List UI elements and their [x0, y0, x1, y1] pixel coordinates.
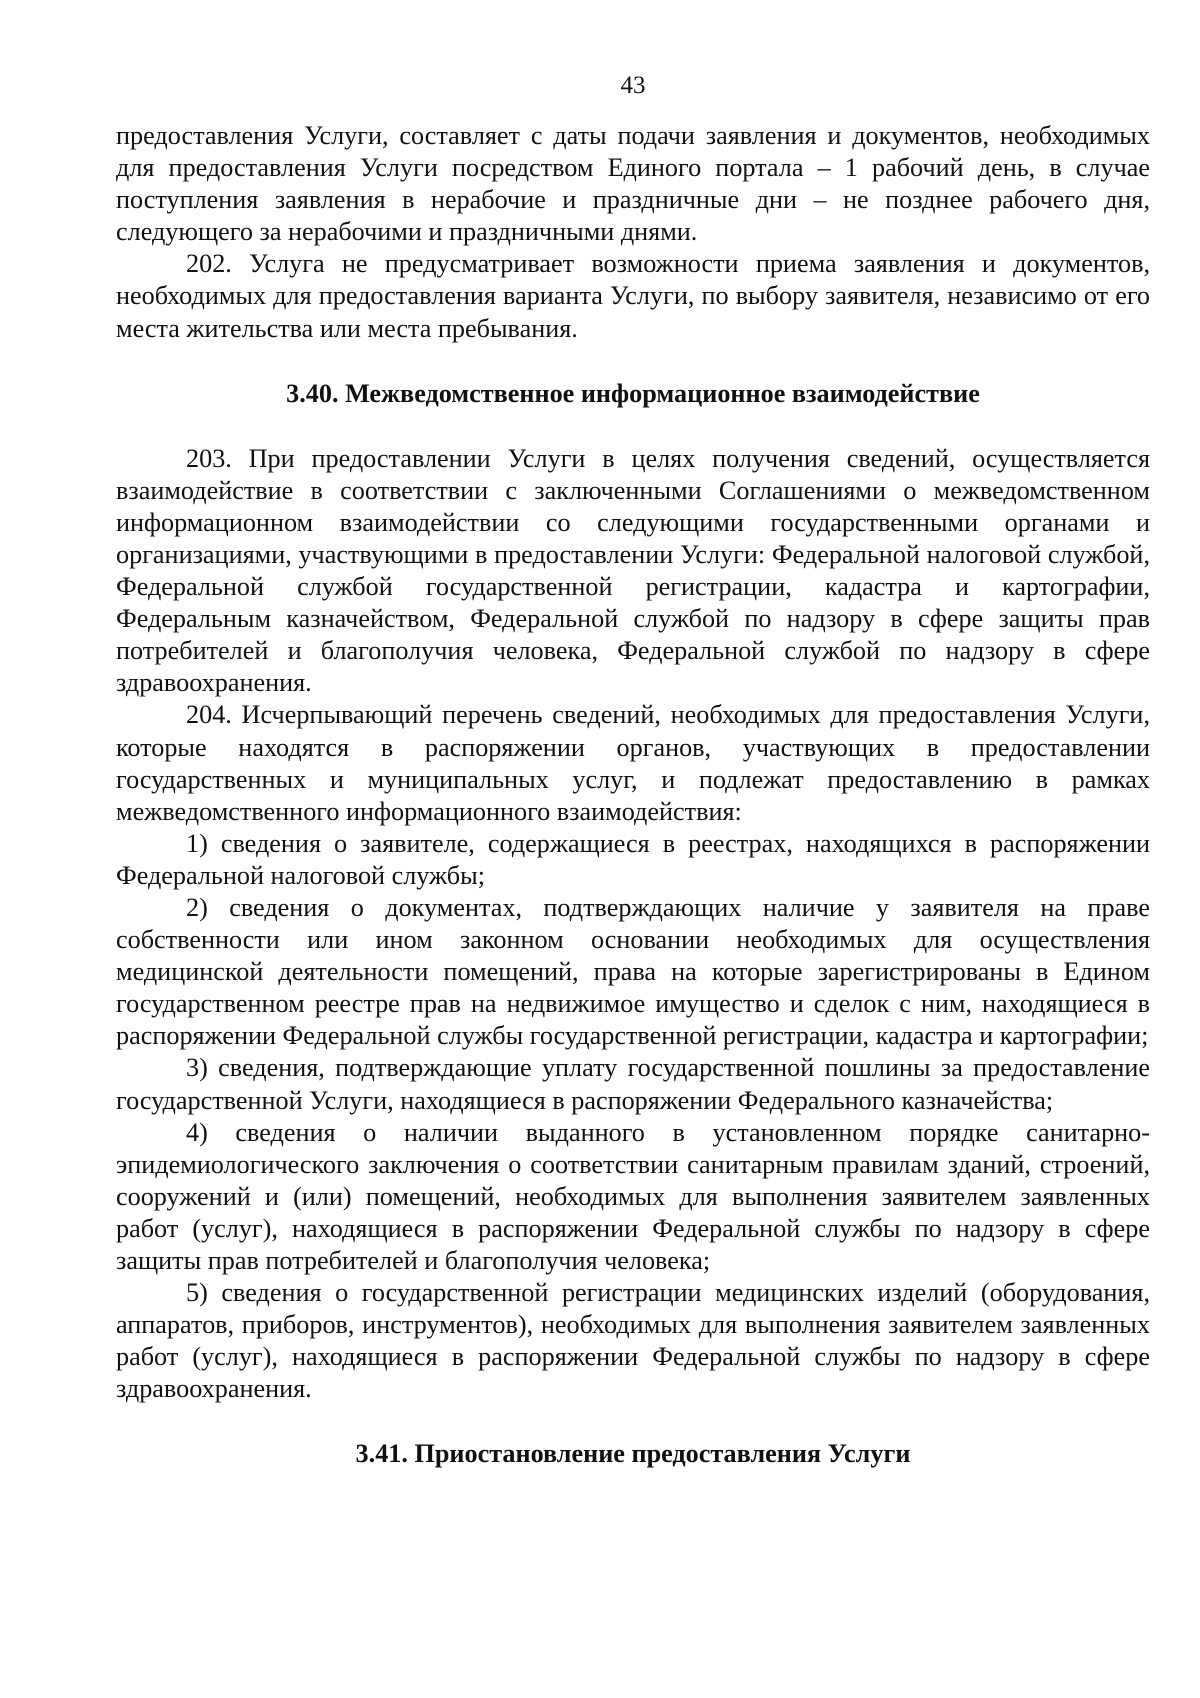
- list-item-5: 5) сведения о государственной регистрации медицинских изделий (оборудования, аппаратов, приборов, инструментов), необходимых для выполнения заявителем заявленных работ (услуг), находящиеся в распоряжении Федеральной службы по надзору в сфере здравоохранения.: [116, 1278, 1150, 1404]
- paragraph-203: 203. При предоставлении Услуги в целях получения сведений, осуществляется взаимодействие в соответствии с заключенными Соглашениями о межведомственном информационном взаимодействии со следующими государственными органами и организациями, участвующими в предоставлении Услуги: Федеральной налоговой службой, Федеральной службой государственной регистрации, кадастра и картографии, Федеральным казначейством, Федеральной службой по надзору в сфере защиты прав потребителей и благополучия человека, Федеральной службой по надзору в сфере здравоохранения.: [116, 443, 1150, 698]
- paragraph-202: 202. Услуга не предусматривает возможности приема заявления и документов, необходимых для предоставления варианта Услуги, по выбору заявителя, независимо от его места жительства или места пребывания.: [116, 249, 1150, 343]
- list-item-1: 1) сведения о заявителе, содержащиеся в реестрах, находящихся в распоряжении Федеральной налоговой службы;: [116, 828, 1150, 890]
- list-item-3: 3) сведения, подтверждающие уплату государственной пошлины за предоставление государственной Услуги, находящиеся в распоряжении Федерального казначейства;: [116, 1053, 1150, 1115]
- section-heading-3-41: 3.41. Приостановление предоставления Услуги: [355, 1439, 911, 1469]
- document-page: [116, 68, 1150, 1470]
- list-item-2: 2) сведения о документах, подтверждающих наличие у заявителя на праве собственности или ином законном основании необходимых для осуществления медицинской деятельности помещений, права на которые зарегистрированы в Едином государственном реестре прав на недвижимое имущество и сделок с ним, находящиеся в распоряжении Федеральной службы государственной регистрации, кадастра и картографии;: [116, 892, 1150, 1051]
- section-heading-3-40: 3.40. Межведомственное информационное взаимодействие: [286, 378, 980, 408]
- paragraph-continuation: предоставления Услуги, составляет с даты подачи заявления и документов, необходимых для предоставления Услуги посредством Единого портала – 1 рабочий день, в случае поступления заявления в нерабочие и праздничные дни – не позднее рабочего дня, следующего за нерабочими и праздничными днями.: [116, 121, 1150, 247]
- page-number: 43: [620, 72, 646, 99]
- list-item-4: 4) сведения о наличии выданного в установленном порядке санитарно-эпидемиологического заключения о соответствии санитарным правилам зданий, строений, сооружений и (или) помещений, необходимых для выполнения заявителем заявленных работ (услуг), находящиеся в распоряжении Федеральной службы по надзору в сфере защиты прав потребителей и благополучия человека;: [116, 1117, 1150, 1275]
- paragraph-204: 204. Исчерпывающий перечень сведений, необходимых для предоставления Услуги, которые находятся в распоряжении органов, участвующих в предоставлении государственных и муниципальных услуг, и подлежат предоставлению в рамках межведомственного информационного взаимодействия:: [116, 700, 1150, 826]
